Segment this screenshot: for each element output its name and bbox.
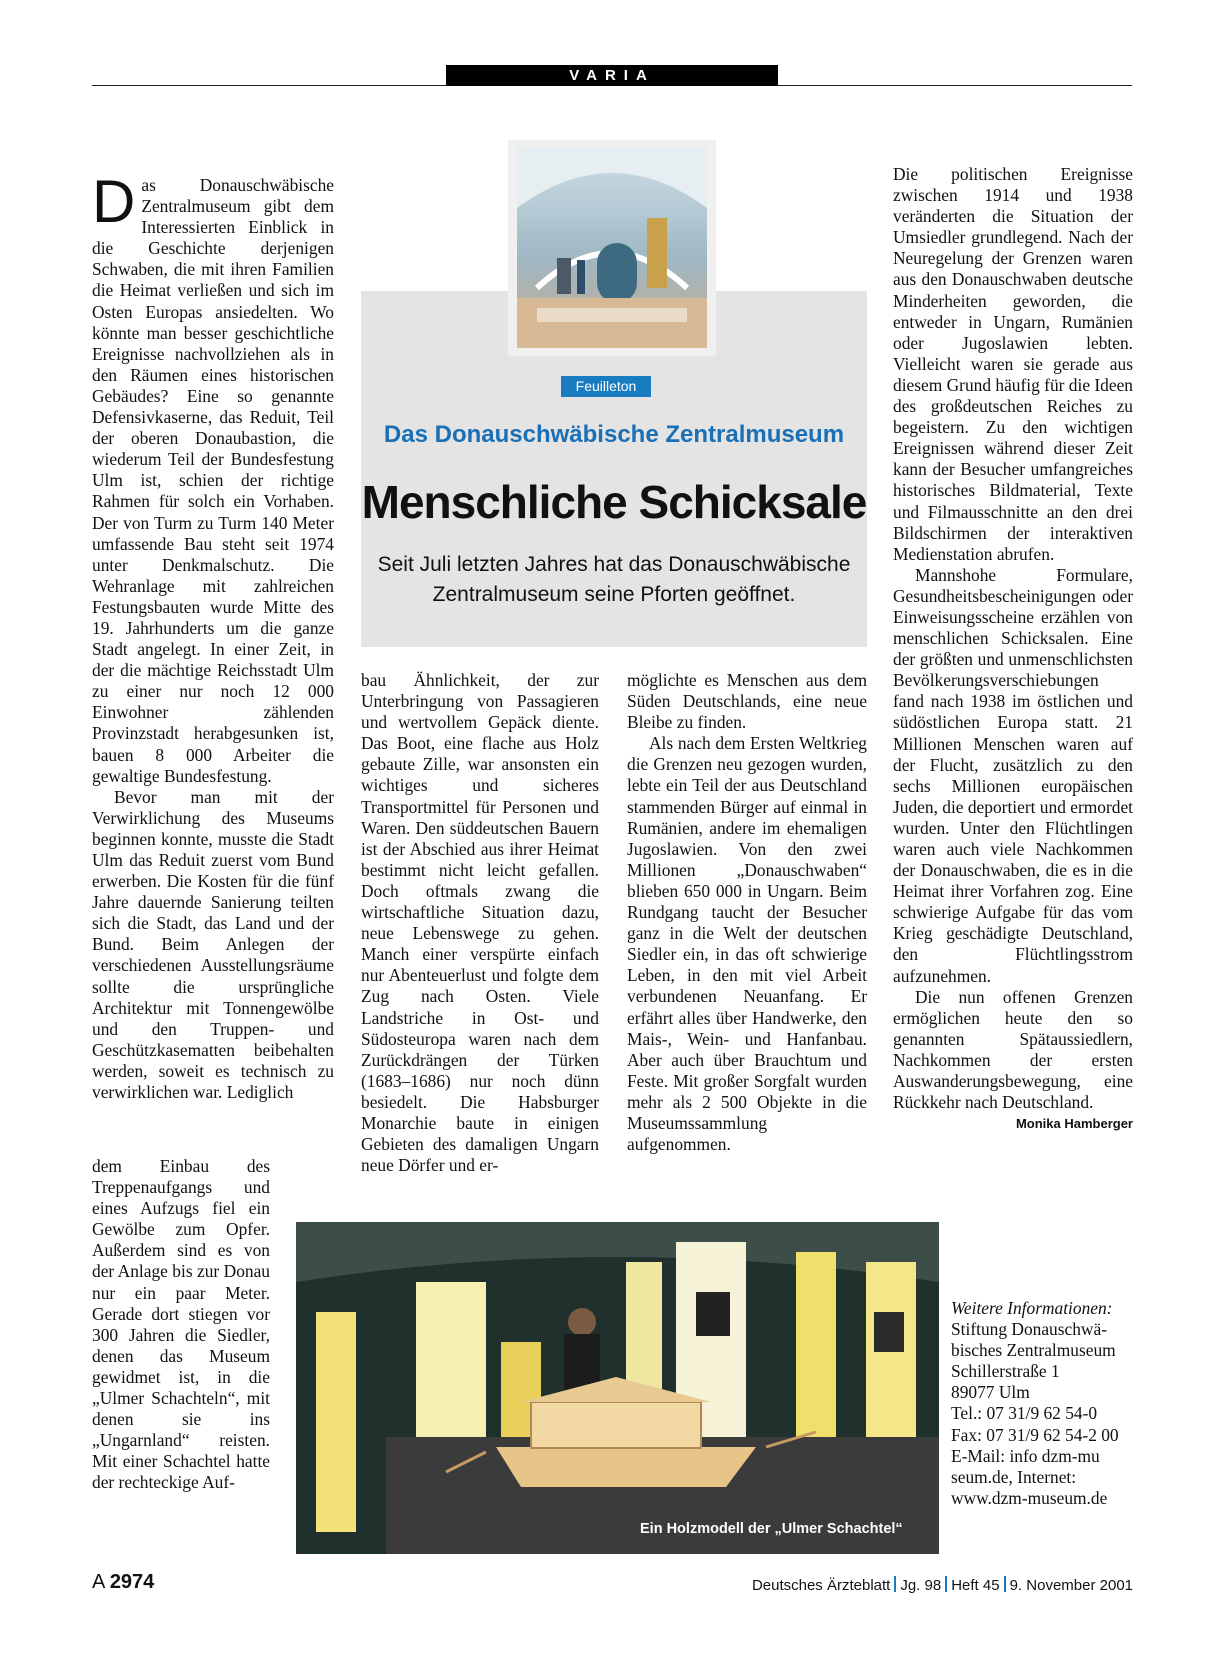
boat-model-image (296, 1222, 939, 1554)
category-tag: Feuilleton (561, 376, 651, 397)
section-label: VARIA (446, 65, 778, 86)
col2-paragraph-1: bau Ähnlichkeit, der zur Unterbringung von Passagieren und wertvollem Gepäck diente. Das Boot, eine flache aus Holz gebaute Zille, war ansonsten ein wichtiges und sicheres Transportmittel für Personen und Waren. Den süddeutschen Bauern ist der Abschied aus ihrer Heimat bestimmt nicht leicht gefallen. Doch oftmals zwang die wirtschaftliche Situation dazu, neue Lebenswege zu gehen. Manch einer verspürte einfach nur Abenteuerlust und folgte dem Zug nach Osten. Viele Landstriche in Ost- und Südosteuropa waren nach dem Zurückdrängen der Türken (1683–1686) nur noch dünn besiedelt. Die Habsburger Monarchie baute in einigen Gebieten des damaligen Ungarn neue Dörfer und er- (361, 670, 599, 1176)
footer-citation (752, 1576, 1133, 1594)
footer-separator (945, 1576, 947, 1592)
article-author: Monika Hamberger (1015, 1116, 1133, 1132)
page-number (92, 1571, 154, 1594)
col1-paragraph-1: as Donauschwäbische Zentralmuseum gibt dem Interessierten Einblick in die Geschichte derjenigen Schwaben, die mit ihren Familien die Heimat verließen und sich im Osten Europas ansiedelten. Wo könnte man besser geschichtliche Ereignisse nachvollziehen als in den Räumen eines historischen Gebäudes? Eine so genannte Defensivkaserne, das Reduit, Teil der oberen Donaubastion, die wiederum Teil der Bundesfestung Ulm ist, schien der richtige Rahmen für solch ein Vorhaben. Der von Turm zu Turm 140 Meter umfassende Bau steht seit 1974 unter Denkmalschutz. Die Wehranlage mit zahlreichen Festungsbauten wurde Mitte des 19. Jahrhunderts um die ganze Stadt angelegt. In einer Zeit, in der die mächtige Reichsstadt Ulm zu einer nur noch 12 000 Einwohner zählenden Provinzstadt herabgesunken ist, bauen 8 000 Arbeiter die gewaltige Bundesfestung. (92, 175, 334, 786)
column-3 (627, 670, 867, 1155)
col4-paragraph-1: Die politischen Ereignisse zwischen 1914 und 1938 veränderten die Situation der Umsiedler grundlegend. Nach der Neuregelung der Grenzen waren aus den Donauschwaben deutsche Minderheiten geworden, die entweder in Ungarn, Rumänien oder Jugoslawien lebten. Vielleicht waren sie gerade aus diesem Grund häufig für die Ideen des großdeutschen Reiches zu begeistern. Zu den wichtigen Ereignissen während dieser Zeit kann der Besucher umfangreiches historisches Bildmaterial, Texte und Filmausschnitte an den drei Bildschirmen der interaktiven Medienstation abrufen. (893, 164, 1134, 564)
info-line: Fax: 07 31/9 62 54-2 00 (951, 1424, 1119, 1445)
article-headline: Menschliche Schicksale (361, 476, 867, 528)
info-line: Stiftung Donauschwä- (951, 1319, 1108, 1340)
footer-separator (1004, 1576, 1006, 1592)
column-2 (361, 670, 599, 1176)
journal-volume: Jg. 98 (900, 1577, 942, 1594)
column-1 (92, 168, 334, 1103)
info-line: www.dzm-museum.de (951, 1487, 1108, 1508)
photo-caption: Ein Holzmodell der „Ulmer Schachtel“ (640, 1521, 903, 1537)
col4-paragraph-2: Mannshohe Formulare, Gesundheitsbescheinigungen oder Einweisungsscheine erzählen von menschlichen Schicksalen. Eine der größten und unmenschlichsten Bevölkerungsverschiebungen fand nach 1938 im östlichen und südöstlichen Europa statt. 21 Millionen Menschen waren auf der Flucht, zusätzlich zu den sechs Millionen europäischen Juden, die deportiert und ermordet wurden. Unter den Flüchtlingen waren auch viele Nachkommen der Donauschwaben, die es in die Heimat ihrer Vorfahren zog. Eine schwierige Aufgabe für das vom Krieg geschädigte Deutschland, den Flüchtlingsstrom aufzunehmen. (893, 564, 1134, 986)
article-deck: Seit Juli letzten Jahres hat das Donauschwäbische Zentralmuseum seine Pforten geöffnet. (377, 553, 851, 606)
page-prefix: A (92, 1571, 105, 1593)
info-line: E-Mail: info dzm-mu (951, 1445, 1100, 1466)
footer-separator (894, 1576, 896, 1592)
page-number-value: 2974 (109, 1571, 155, 1593)
column-1-continued (92, 1156, 270, 1494)
journal-name: Deutsches Ärzteblatt (751, 1577, 891, 1594)
col1-paragraph-2: Bevor man mit der Verwirklichung des Museums beginnen konnte, musste die Stadt Ulm das Reduit zuerst vom Bund erwerben. Die Kosten für die fünf Jahre dauernde Sanierung teilten sich die Stadt, das Land und der Bund. Beim Anlegen der verschiedenen Ausstellungsräume sollte die ursprüngliche Architektur mit Tonnengewölbe und den Truppen- und Geschützkasematten beibehalten werden, soweit es technisch zu verwirklichen war. Lediglich (92, 786, 334, 1103)
info-lead: Weitere Informationen: (951, 1298, 1113, 1318)
info-line: 89077 Ulm (951, 1382, 1030, 1403)
boat-model-photo (296, 1222, 939, 1554)
col3-paragraph-1: möglichte es Menschen aus dem Süden Deutschlands, eine neue Bleibe zu finden. (627, 670, 867, 733)
drop-cap: D (92, 168, 136, 235)
article-kicker: Das Donauschwäbische Zentralmuseum (383, 421, 845, 448)
col3-paragraph-2: Als nach dem Ersten Weltkrieg die Grenzen neu gezogen wurden, lebte ein Teil der aus Deutschland stammenden Bürger auf einmal in Rumänien, andere im ehemaligen Jugoslawien. Von den zwei Millionen „Donauschwaben“ blieben 650 000 in Ungarn. Beim Rundgang taucht der Besucher ganz in die Welt der deutschen Siedler ein, in das oft schwierige Leben, in den mit viel Arbeit verbundenen Neuanfang. Er erfährt alles über Handwerke, den Mais-, Wein- und Hanfanbau. Aber auch über Brauchtum und Feste. Mit großer Sorgfalt wurden mehr als 2 500 Objekte in die Museumssammlung aufgenommen. (627, 733, 867, 1155)
info-line: bisches Zentralmuseum (951, 1340, 1116, 1361)
col1-paragraph-2-continued: dem Einbau des Treppenaufgangs und eines Aufzugs fiel ein Gewölbe zum Opfer. Außerdem sind es von der Anlage bis zur Donau nur ein paar Meter. Gerade dort stiegen vor 300 Jahren die Siedler, denen das Museum gewidmet ist, in die „Ulmer Schachteln“, mit denen sie ins „Ungarnland“ reisten. Mit einer Schachtel hatte der rechteckige Auf- (92, 1156, 270, 1493)
journal-issue: Heft 45 (951, 1577, 1000, 1594)
info-line: Schillerstraße 1 (951, 1361, 1060, 1382)
info-line: Tel.: 07 31/9 62 54-0 (951, 1403, 1098, 1424)
column-4 (893, 164, 1133, 1134)
photo-credit: Fotos: DZM (286, 1477, 297, 1530)
info-line: seum.de, Internet: (951, 1466, 1077, 1487)
museum-interior-photo (517, 148, 707, 348)
journal-date: 9. November 2001 (1009, 1577, 1133, 1594)
col4-paragraph-3: Die nun offenen Grenzen ermöglichen heute den so genannten Spätaussiedlern, Nachkommen der ersten Auswanderungsbewegung, eine Rückkehr nach Deutschland. (893, 986, 1133, 1113)
info-box (951, 1298, 1141, 1509)
museum-photo-frame (508, 140, 716, 356)
